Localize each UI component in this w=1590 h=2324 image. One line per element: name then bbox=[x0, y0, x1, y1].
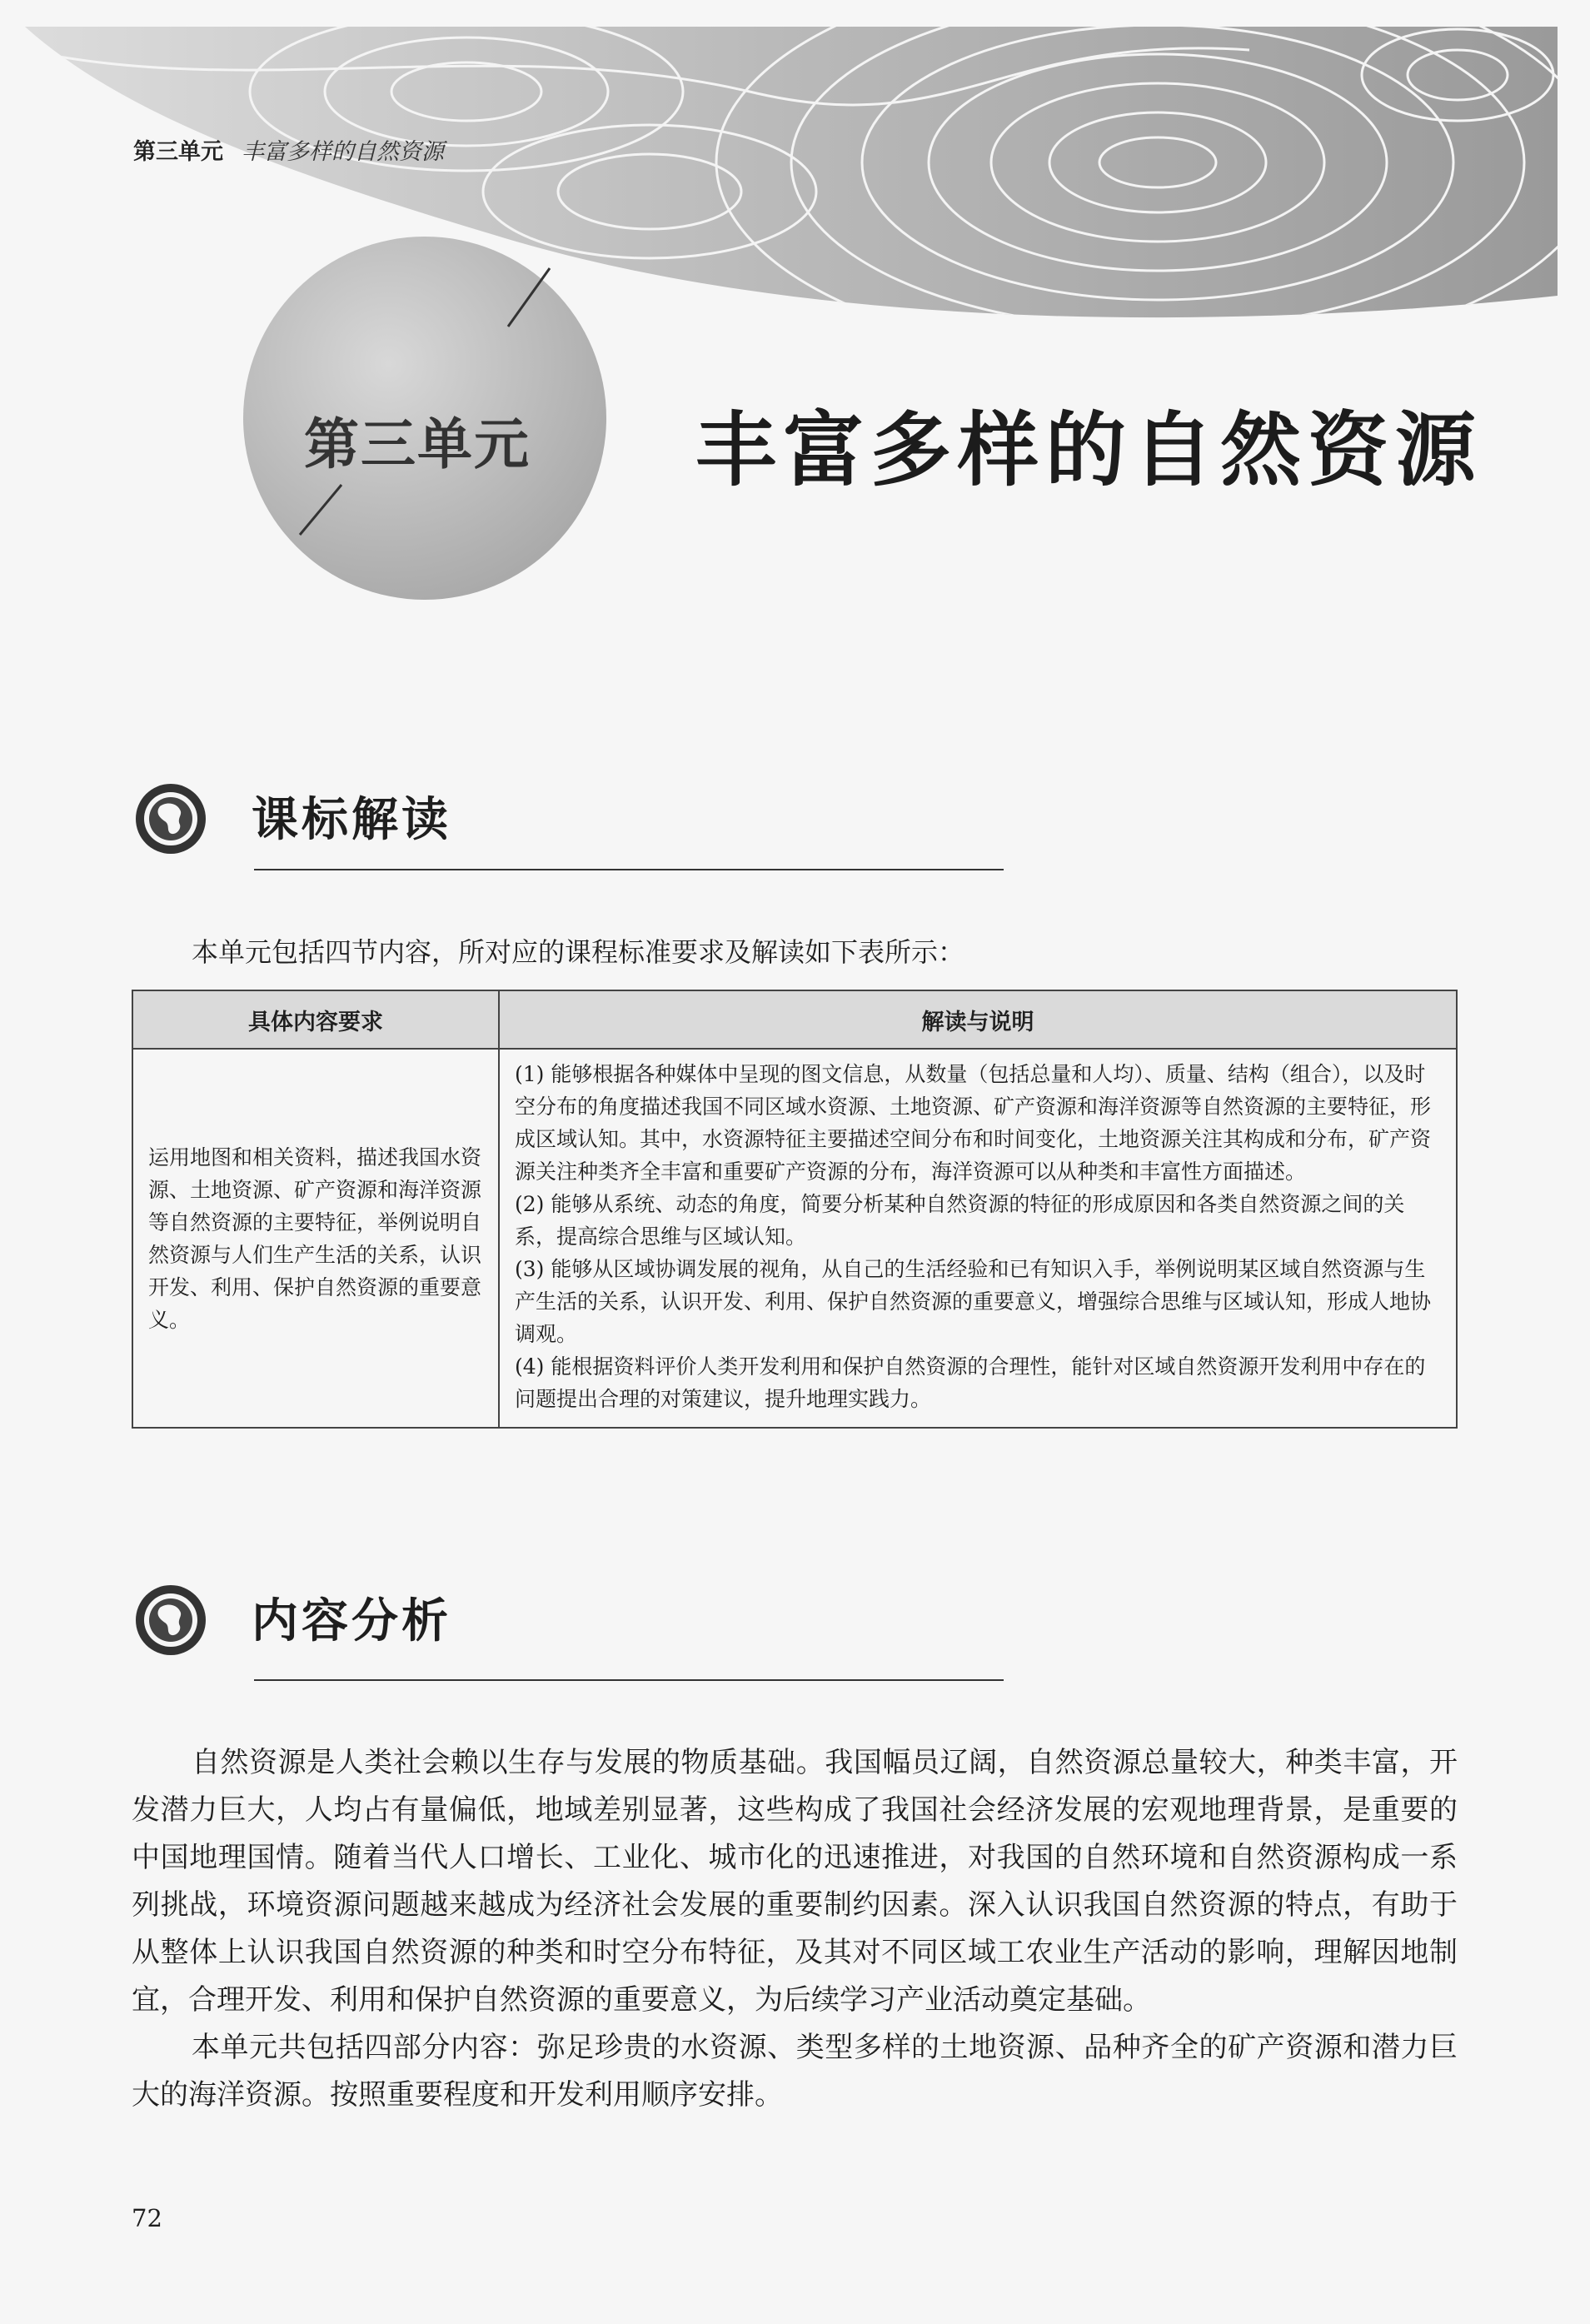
explanation-item-4: (4) 能根据资料评价人类开发利用和保护自然资源的合理性，能针对区域自然资源开发利用中存在的问题提出合理的对策建议，提升地理实践力。 bbox=[515, 1354, 1426, 1411]
running-header-name: 丰富多样的自然资源 bbox=[242, 139, 444, 165]
table-header-explanation: 解读与说明 bbox=[499, 990, 1457, 1049]
content-analysis-body bbox=[132, 1739, 1458, 2119]
globe-icon bbox=[133, 781, 208, 856]
requirement-cell: 运用地图和相关资料，描述我国水资源、土地资源、矿产资源和海洋资源等自然资源的主要特征，举例说明自然资源与人们生产生活的关系，认识开发、利用、保护自然资源的重要意义。 bbox=[132, 1049, 499, 1428]
explanation-item-2: (2) 能够从系统、动态的角度，简要分析某种自然资源的特征的形成原因和各类自然资源之间的关系，提高综合思维与区域认知。 bbox=[515, 1192, 1405, 1249]
explanation-item-1: (1) 能够根据各种媒体中呈现的图文信息，从数量（包括总量和人均）、质量、结构（组合），以及时空分布的角度描述我国不同区域水资源、土地资源、矿产资源和海洋资源等自然资源的主要特征，形成区域认知。其中，水资源特征主要描述空间分布和时间变化，土地资源关注其构成和分布，矿产资源关注种类齐全丰富和重要矿产资源的分布，海洋资源可以从种类和丰富性方面描述。 bbox=[515, 1062, 1432, 1184]
section-title-standards: 课标解读 bbox=[252, 793, 451, 847]
section-title-content-analysis: 内容分析 bbox=[252, 1594, 451, 1648]
running-header bbox=[133, 133, 444, 166]
page-title: 丰富多样的自然资源 bbox=[695, 403, 1483, 497]
table-intro: 本单元包括四节内容，所对应的课程标准要求及解读如下表所示： bbox=[192, 936, 965, 968]
paragraph: 本单元共包括四部分内容：弥足珍贵的水资源、类型多样的土地资源、品种齐全的矿产资源和潜力巨大的海洋资源。按照重要程度和开发利用顺序安排。 bbox=[132, 2031, 1458, 2112]
explanation-item-3: (3) 能够从区域协调发展的视角，从自己的生活经验和已有知识入手，举例说明某区域自然资源与生产生活的关系，认识开发、利用、保护自然资源的重要意义，增强综合思维与区域认知，形成人地协调观。 bbox=[515, 1257, 1432, 1346]
contour-banner bbox=[0, 0, 1590, 350]
running-header-unit: 第三单元 bbox=[133, 139, 223, 165]
table-row bbox=[132, 1049, 1457, 1428]
section-divider bbox=[254, 1679, 1004, 1681]
paragraph: 自然资源是人类社会赖以生存与发展的物质基础。我国幅员辽阔，自然资源总量较大，种类丰富，开发潜力巨大，人均占有量偏低，地域差别显著，这些构成了我国社会经济发展的宏观地理背景，是重要的中国地理国情。随着当代人口增长、工业化、城市化的迅速推进，对我国的自然环境和自然资源构成一系列挑战，环境资源问题越来越成为经济社会发展的重要制约因素。深入认识我国自然资源的特点，有助于从整体上认识我国自然资源的种类和时空分布特征，及其对不同区域工农业生产活动的影响，理解因地制宜，合理开发、利用和保护自然资源的重要意义，为后续学习产业活动奠定基础。 bbox=[132, 1746, 1458, 2017]
explanation-cell bbox=[499, 1049, 1457, 1428]
table-header-requirement: 具体内容要求 bbox=[132, 990, 499, 1049]
globe-icon bbox=[133, 1583, 208, 1658]
unit-label: 第三单元 bbox=[304, 412, 531, 476]
section-divider bbox=[254, 869, 1004, 870]
page-number: 72 bbox=[132, 2204, 162, 2232]
standards-table bbox=[132, 990, 1458, 1429]
table-header-row bbox=[132, 990, 1457, 1049]
